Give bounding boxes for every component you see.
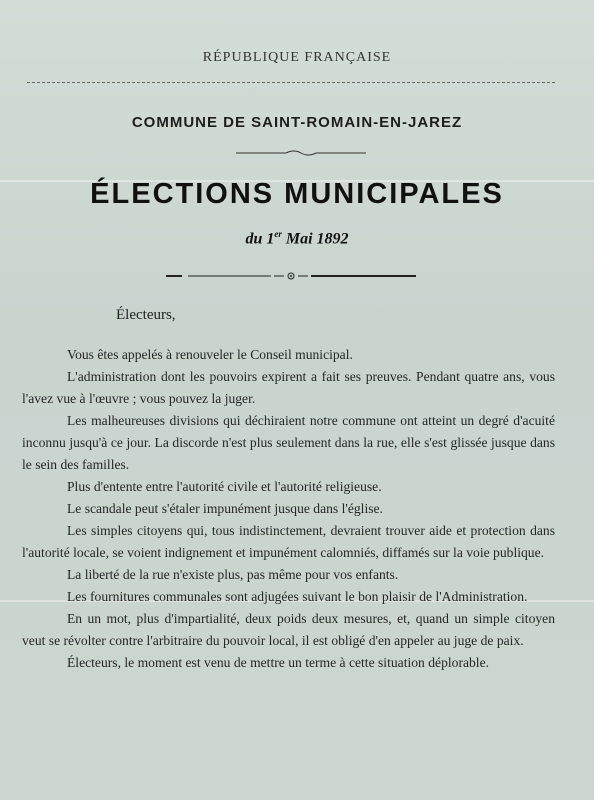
date-prefix: du 1 (245, 230, 275, 248)
ornament-divider-icon (236, 148, 366, 158)
top-rule (27, 82, 555, 83)
republic-heading: RÉPUBLIQUE FRANÇAISE (202, 50, 392, 65)
paragraph: En un mot, plus d'impartialité, deux poids deux mesures, et, quand un simple citoyen veut se révolter contre l'arbitraire du pouvoir local, il est obligé d'en appeler au juge de paix. (22, 611, 555, 648)
paragraph: Les malheureuses divisions qui déchiraient notre commune ont atteint un degré d'acuité inconnu jusqu'à ce jour. La discorde n'est plus seulement dans la rue, elle s'est glissée jusque dans le sein des familles. (22, 413, 555, 472)
paragraph: Plus d'entente entre l'autorité civile et l'autorité religieuse. (67, 479, 382, 494)
paragraph: Le scandale peut s'étaler impunément jusque dans l'église. (67, 501, 383, 516)
paragraph: Les simples citoyens qui, tous indistinctement, devraient trouver aide et protection dans l'autorité locale, se voient indignement et impunément calomniés, diffamés sur la voie publique. (22, 523, 555, 560)
commune-heading: COMMUNE DE SAINT-ROMAIN-EN-JAREZ (131, 114, 463, 131)
paragraph: Les fournitures communales sont adjugées suivant le bon plaisir de l'Administration. (67, 589, 528, 604)
election-date (0, 229, 594, 248)
body-text (22, 344, 555, 674)
paragraph: La liberté de la rue n'existe plus, pas même pour vos enfants. (67, 567, 399, 582)
salutation: Électeurs, (116, 307, 176, 323)
page-title: ÉLECTIONS MUNICIPALES (90, 178, 504, 210)
ornament-rule-icon (166, 270, 416, 282)
date-suffix: Mai 1892 (281, 230, 349, 248)
paragraph: Vous êtes appelés à renouveler le Conseil municipal. (67, 347, 353, 362)
paragraph: L'administration dont les pouvoirs expirent a fait ses preuves. Pendant quatre ans, vous l'avez vue à l'œuvre ; vous pouvez la juger. (22, 369, 555, 406)
paragraph: Électeurs, le moment est venu de mettre un terme à cette situation déplorable. (67, 655, 490, 670)
date-superscript: er (274, 229, 282, 239)
